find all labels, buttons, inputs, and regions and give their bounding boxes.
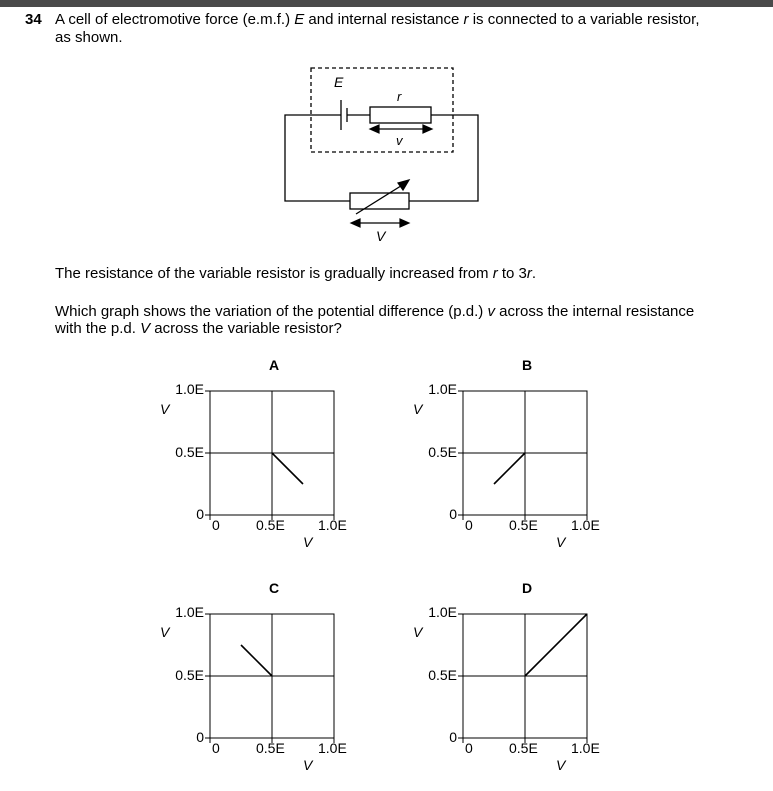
question-line-4: [55, 303, 694, 320]
question-text: .: [531, 265, 537, 282]
pd-V-arrowhead-right: [400, 219, 409, 227]
y-tick-label: 0.5E: [175, 444, 204, 460]
resistance-symbol: r: [492, 265, 498, 282]
internal-pd-label: v: [396, 133, 403, 148]
question-text: across the variable resistor?: [150, 320, 342, 337]
question-text: across the internal resistance: [494, 303, 695, 320]
graph-D: [458, 609, 592, 743]
x-tick-label: 0: [465, 740, 473, 756]
data-line-B: [494, 453, 525, 484]
top-border: [0, 0, 773, 7]
variable-arrow-head: [398, 180, 409, 190]
y-axis-label: V: [160, 624, 170, 640]
data-line-D: [525, 614, 587, 676]
pd-symbol: V: [140, 320, 151, 337]
y-tick-label: 0.5E: [428, 667, 457, 683]
graph-label-C: C: [269, 580, 280, 596]
question-text: and internal resistance: [304, 11, 464, 28]
graph-label-B: B: [522, 357, 533, 373]
question-text: Which graph shows the variation of the potential difference (p.d.): [55, 303, 488, 320]
y-tick-label: 0: [196, 506, 204, 522]
data-line-C: [241, 645, 272, 676]
graph-label-D: D: [522, 580, 533, 596]
pd-V-arrowhead-left: [351, 219, 360, 227]
circuit-diagram: [270, 62, 500, 252]
question-number: 34: [25, 11, 42, 28]
variable-resistor: [350, 193, 409, 209]
x-tick-label: 0.5E: [256, 517, 285, 533]
emf-label: E: [334, 74, 344, 90]
question-line-5: [55, 320, 342, 337]
x-tick-label: 1.0E: [318, 517, 347, 533]
x-tick-label: 0: [465, 517, 473, 533]
y-tick-label: 1.0E: [175, 604, 204, 620]
question-text: The resistance of the variable resistor is gradually increased from: [55, 265, 493, 282]
question-text: with the p.d.: [55, 320, 141, 337]
y-tick-label: 1.0E: [428, 381, 457, 397]
question-text: is connected to a variable resistor,: [468, 11, 700, 28]
x-tick-label: 1.0E: [571, 740, 600, 756]
y-axis-label: V: [413, 401, 423, 417]
emf-symbol: E: [294, 11, 305, 28]
y-axis-label: V: [160, 401, 170, 417]
y-tick-label: 0.5E: [428, 444, 457, 460]
question-line-2: as shown.: [55, 29, 123, 46]
x-tick-label: 0.5E: [256, 740, 285, 756]
question-text: to 3: [497, 265, 527, 282]
graph-label-A: A: [269, 357, 280, 373]
y-tick-label: 0: [449, 506, 457, 522]
x-tick-label: 1.0E: [571, 517, 600, 533]
data-line-A: [272, 453, 303, 484]
internal-r-label: r: [397, 89, 402, 104]
pd-symbol: v: [487, 303, 495, 320]
x-tick-label: 0.5E: [509, 740, 538, 756]
x-axis-label: V: [556, 534, 566, 550]
y-axis-label: V: [413, 624, 423, 640]
y-tick-label: 0.5E: [175, 667, 204, 683]
wire-right: [409, 115, 478, 201]
y-tick-label: 1.0E: [428, 604, 457, 620]
graph-B: [458, 386, 592, 520]
internal-resistor: [370, 107, 431, 123]
y-tick-label: 0: [196, 729, 204, 745]
resistance-symbol: r: [463, 11, 469, 28]
question-text: A cell of electromotive force (e.m.f.): [55, 11, 295, 28]
variable-pd-label: V: [376, 228, 386, 244]
question-line-1: [55, 11, 700, 28]
resistance-symbol: r: [526, 265, 532, 282]
graph-C: [205, 609, 339, 743]
y-tick-label: 0: [449, 729, 457, 745]
graph-A: [205, 386, 339, 520]
x-tick-label: 0.5E: [509, 517, 538, 533]
x-tick-label: 1.0E: [318, 740, 347, 756]
pd-v-arrowhead-right: [423, 125, 432, 133]
x-tick-label: 0: [212, 740, 220, 756]
x-tick-label: 0: [212, 517, 220, 533]
pd-v-arrowhead-left: [370, 125, 379, 133]
x-axis-label: V: [303, 757, 313, 773]
x-axis-label: V: [303, 534, 313, 550]
question-line-3: [55, 265, 536, 282]
wire-left: [285, 115, 350, 201]
x-axis-label: V: [556, 757, 566, 773]
y-tick-label: 1.0E: [175, 381, 204, 397]
